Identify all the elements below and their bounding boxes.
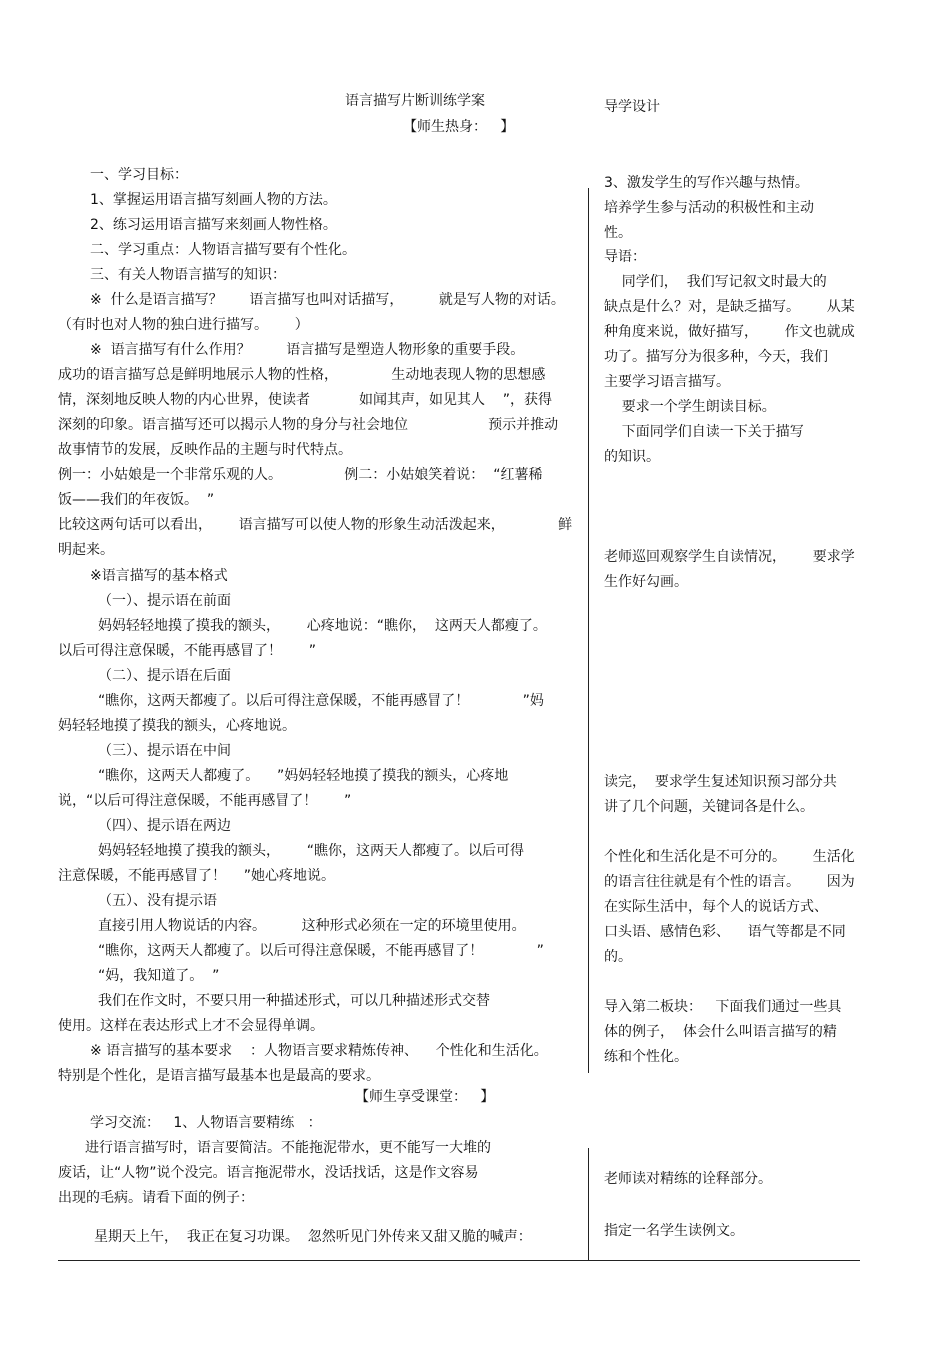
text-line: 妈妈轻轻地摸了摸我的额头， “瞧你，这两天人都瘦了。以后可得 <box>98 843 524 859</box>
text-line: （二）、提示语在后面 <box>98 668 231 684</box>
text-line: 说，“以后可得注意保暖，不能再感冒了！ ” <box>58 793 352 809</box>
text-line: 饭——我们的年夜饭。 ” <box>58 492 215 508</box>
text-line: 1、掌握运用语言描写刻画人物的方法。 <box>90 192 337 208</box>
text-line: 我们在作文时，不要只用一种描述形式，可以几种描述形式交替 <box>98 993 490 1009</box>
guide-line: 个性化和生活化是不可分的。 生活化 <box>604 849 855 865</box>
text-line: 情，深刻地反映人物的内心世界，使读者 如闻其声，如见其人 ”，获得 <box>58 392 553 408</box>
text-line: 废话，让“人物”说个没完。语言拖泥带水，没话找话，这是作文容易 <box>58 1165 479 1181</box>
text-line: （五）、没有提示语 <box>98 893 217 909</box>
guide-line: 功了。描写分为很多种，今天，我们 <box>604 349 828 365</box>
text-line: 星期天上午， 我正在复习功课。 忽然听见门外传来又甜又脆的喊声： <box>94 1229 532 1245</box>
guide-line: 主要学习语言描写。 <box>604 374 730 390</box>
text-line: 2、练习运用语言描写来刻画人物性格。 <box>90 217 337 233</box>
guide-line: 的语言往往就是有个性的语言。 因为 <box>604 874 855 890</box>
bottom-rule <box>58 1260 860 1261</box>
guide-line: 3、激发学生的写作兴趣与热情。 <box>604 175 809 191</box>
section-heading-classroom: 【师生享受课堂： 】 <box>355 1089 495 1105</box>
text-line: “瞧你，这两天人都瘦了。 ”妈妈轻轻地摸了摸我的额头，心疼地 <box>98 768 509 784</box>
section-heading-warmup: 【师生热身： 】 <box>403 119 515 135</box>
guide-line: 导入第二板块： 下面我们通过一些具 <box>604 999 842 1015</box>
text-line: 深刻的印象。语言描写还可以揭示人物的身分与社会地位 预示并推动 <box>58 417 559 433</box>
text-line: “妈，我知道了。 ” <box>98 968 220 984</box>
guide-column-title: 导学设计 <box>604 99 660 115</box>
guide-line: 下面同学们自读一下关于描写 <box>604 424 804 440</box>
guide-line: 讲了几个问题，关键词各是什么。 <box>604 799 814 815</box>
text-line: 成功的语言描写总是鲜明地展示人物的性格， 生动地表现人物的思想感 <box>58 367 546 383</box>
text-line: “瞧你，这两天人都瘦了。以后可得注意保暖，不能再感冒了！ ” <box>98 943 544 959</box>
text-line: “瞧你，这两天都瘦了。以后可得注意保暖，不能再感冒了！ ”妈 <box>98 693 544 709</box>
page-title: 语言描写片断训练学案 <box>345 93 485 109</box>
guide-line: 生作好勾画。 <box>604 574 688 590</box>
text-line: 学习交流： 1、人物语言要精练 ： <box>90 1115 322 1131</box>
guide-line: 老师巡回观察学生自读情况， 要求学 <box>604 549 855 565</box>
text-line: 二、学习重点：人物语言描写要有个性化。 <box>90 242 356 258</box>
column-divider-bottom <box>588 1148 589 1260</box>
text-line: 故事情节的发展，反映作品的主题与时代特点。 <box>58 442 352 458</box>
guide-line: 性。 <box>604 225 632 241</box>
guide-line: 练和个性化。 <box>604 1049 688 1065</box>
guide-line: 读完， 要求学生复述知识预习部分共 <box>604 774 837 790</box>
text-line: 例一：小姑娘是一个非常乐观的人。 例二：小姑娘笑着说： “红薯稀 <box>58 467 543 483</box>
guide-line: 老师读对精练的诠释部分。 <box>604 1171 772 1187</box>
text-line: 特别是个性化，是语言描写最基本也是最高的要求。 <box>58 1068 380 1084</box>
text-line: 明起来。 <box>58 542 114 558</box>
text-line: （三）、提示语在中间 <box>98 743 231 759</box>
guide-line: 培养学生参与活动的积极性和主动 <box>604 200 814 216</box>
guide-line: 指定一名学生读例文。 <box>604 1223 744 1239</box>
guide-line: 缺点是什么？对，是缺乏描写。 从某 <box>604 299 855 315</box>
text-line: 妈妈轻轻地摸了摸我的额头， 心疼地说：“瞧你， 这两天人都瘦了。 <box>98 618 547 634</box>
text-line: 比较这两句话可以看出， 语言描写可以使人物的形象生动活泼起来， 鲜 <box>58 517 573 533</box>
text-line: 进行语言描写时，语言要简洁。不能拖泥带水，更不能写一大堆的 <box>85 1140 491 1156</box>
text-line: ※ 语言描写有什么作用？ 语言描写是塑造人物形象的重要手段。 <box>90 342 525 358</box>
text-line: 注意保暖，不能再感冒了！ ”她心疼地说。 <box>58 868 336 884</box>
guide-line: 体的例子， 体会什么叫语言描写的精 <box>604 1024 837 1040</box>
column-divider-top <box>588 188 589 1073</box>
text-line: （四）、提示语在两边 <box>98 818 231 834</box>
text-line: ※ 什么是语言描写？ 语言描写也叫对话描写， 就是写人物的对话。 <box>90 292 565 308</box>
text-line: （一）、提示语在前面 <box>98 593 231 609</box>
guide-line: 导语： <box>604 249 646 265</box>
text-line: 直接引用人物说话的内容。 这种形式必须在一定的环境里使用。 <box>98 918 526 934</box>
guide-line: 的知识。 <box>604 449 660 465</box>
text-line: 出现的毛病。请看下面的例子： <box>58 1190 254 1206</box>
text-line: ※ 语言描写的基本要求 ：人物语言要求精炼传神、 个性化和生活化。 <box>90 1043 548 1059</box>
guide-line: 在实际生活中，每个人的说话方式、 <box>604 899 828 915</box>
guide-line: 的。 <box>604 949 632 965</box>
text-line: 妈轻轻地摸了摸我的额头，心疼地说。 <box>58 718 296 734</box>
guide-line: 同学们， 我们写记叙文时最大的 <box>604 274 827 290</box>
guide-line: 要求一个学生朗读目标。 <box>604 399 776 415</box>
text-line: 一、学习目标： <box>90 167 188 183</box>
guide-line: 口头语、感情色彩、 语气等都是不同 <box>604 924 846 940</box>
text-line: ※语言描写的基本格式 <box>90 568 228 584</box>
guide-line: 种角度来说，做好描写， 作文也就成 <box>604 324 855 340</box>
text-line: （有时也对人物的独白进行描写。 ） <box>58 317 309 333</box>
text-line: 以后可得注意保暖，不能再感冒了！ ” <box>58 643 316 659</box>
text-line: 使用。这样在表达形式上才不会显得单调。 <box>58 1018 324 1034</box>
text-line: 三、有关人物语言描写的知识： <box>90 267 286 283</box>
